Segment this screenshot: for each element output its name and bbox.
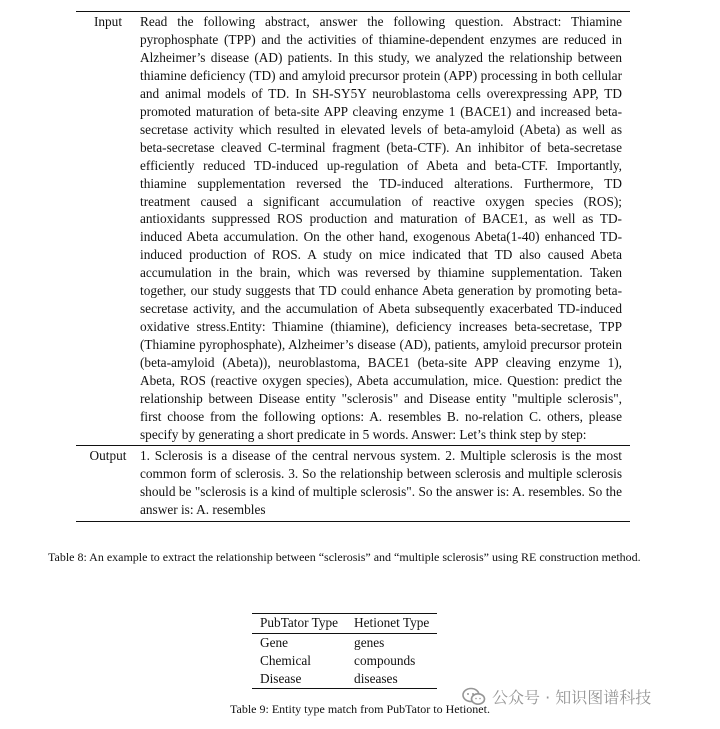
output-text: 1. Sclerosis is a disease of the central nervous system. 2. Multiple sclerosis is the most common form of sclerosis. 3. So the relationship between sclerosis and multiple sclerosis should be "sclerosis is a kind of multiple sclerosis". So the answer is: A. resembles. So the answer is: A. resembles (140, 445, 630, 521)
output-row (76, 445, 630, 521)
table-cell: diseases (346, 670, 437, 689)
table-row (252, 634, 437, 653)
table-cell: Chemical (260, 653, 311, 668)
input-label: Input (76, 12, 140, 446)
table-cell: Disease (252, 670, 346, 689)
table-8 (76, 11, 630, 522)
table-9 (252, 613, 437, 689)
table-9-caption: Table 9: Entity type match from PubTator to Hetionet. (230, 702, 490, 716)
watermark-text: 公众号 · 知识图谱科技 (492, 688, 652, 707)
table-row (252, 652, 437, 670)
input-text: Read the following abstract, answer the following question. Abstract: Thiamine pyrophosphate (TPP) and the activities of thiamine-dependent enzymes are reduced in Alzheimer’s disease (AD) patients. In this study, we analyzed the relationship between thiamine deficiency (TD) and amyloid precursor protein (APP) processing in both cellular and animal models of TD. In SH-SY5Y neuroblastoma cells overexpressing APP, TD promoted maturation of beta-site APP cleaving enzyme 1 (BACE1) and increased beta-secretase activity which resulted in elevated levels of beta-amyloid (Abeta) as well as beta-secretase cleaved C-terminal fragment (beta-CTF). An inhibitor of beta-secretase efficiently reduced TD-induced up-regulation of Abeta and beta-CTF. Importantly, thiamine supplementation reversed the TD-induced alterations. Furthermore, TD treatment caused a significant accumulation of reactive oxygen species (ROS); antioxidants suppressed ROS production and maturation of BACE1, as well as TD-induced Abeta accumulation. On the other hand, exogenous Abeta(1-40) enhanced TD-induced production of ROS. A study on mice indicated that TD also caused Abeta accumulation in the brain, which was reversed by thiamine supplementation. Taken together, our study suggests that TD could enhance Abeta generation by promoting beta-secretase activity, and the accumulation of Abeta subsequently exacerbated TD-induced oxidative stress.Entity: Thiamine (thiamine), deficiency increases beta-secretase, TPP (Thiamine pyrophosphate), Alzheimer’s disease (AD), patients, amyloid precursor protein (beta-amyloid (Abeta)), neuroblastoma, BACE1 (beta-site APP cleaving enzyme 1), Abeta, ROS (reactive oxygen species), Abeta accumulation, mice. Question: predict the relationship between Disease entity "sclerosis" and Disease entity "multiple sclerosis", first choose from the following options: A. resembles B. no-relation C. others, please specify by generating a short predicate in 5 words. Answer: Let’s think step by step: (140, 12, 630, 446)
table-8-caption: Table 8: An example to extract the relationship between “sclerosis” and “multiple sclerosis” using RE construction method. (48, 550, 641, 564)
table-cell: Gene (260, 635, 289, 650)
input-row (76, 12, 630, 446)
header-hetionet-type: Hetionet Type (346, 614, 437, 634)
table-9-header-row (252, 614, 437, 634)
header-pubtator-type: PubTator Type (252, 614, 346, 634)
output-label: Output (76, 445, 140, 521)
table-row (252, 670, 437, 689)
table-cell: compounds (354, 653, 416, 668)
table-cell: genes (354, 635, 385, 650)
